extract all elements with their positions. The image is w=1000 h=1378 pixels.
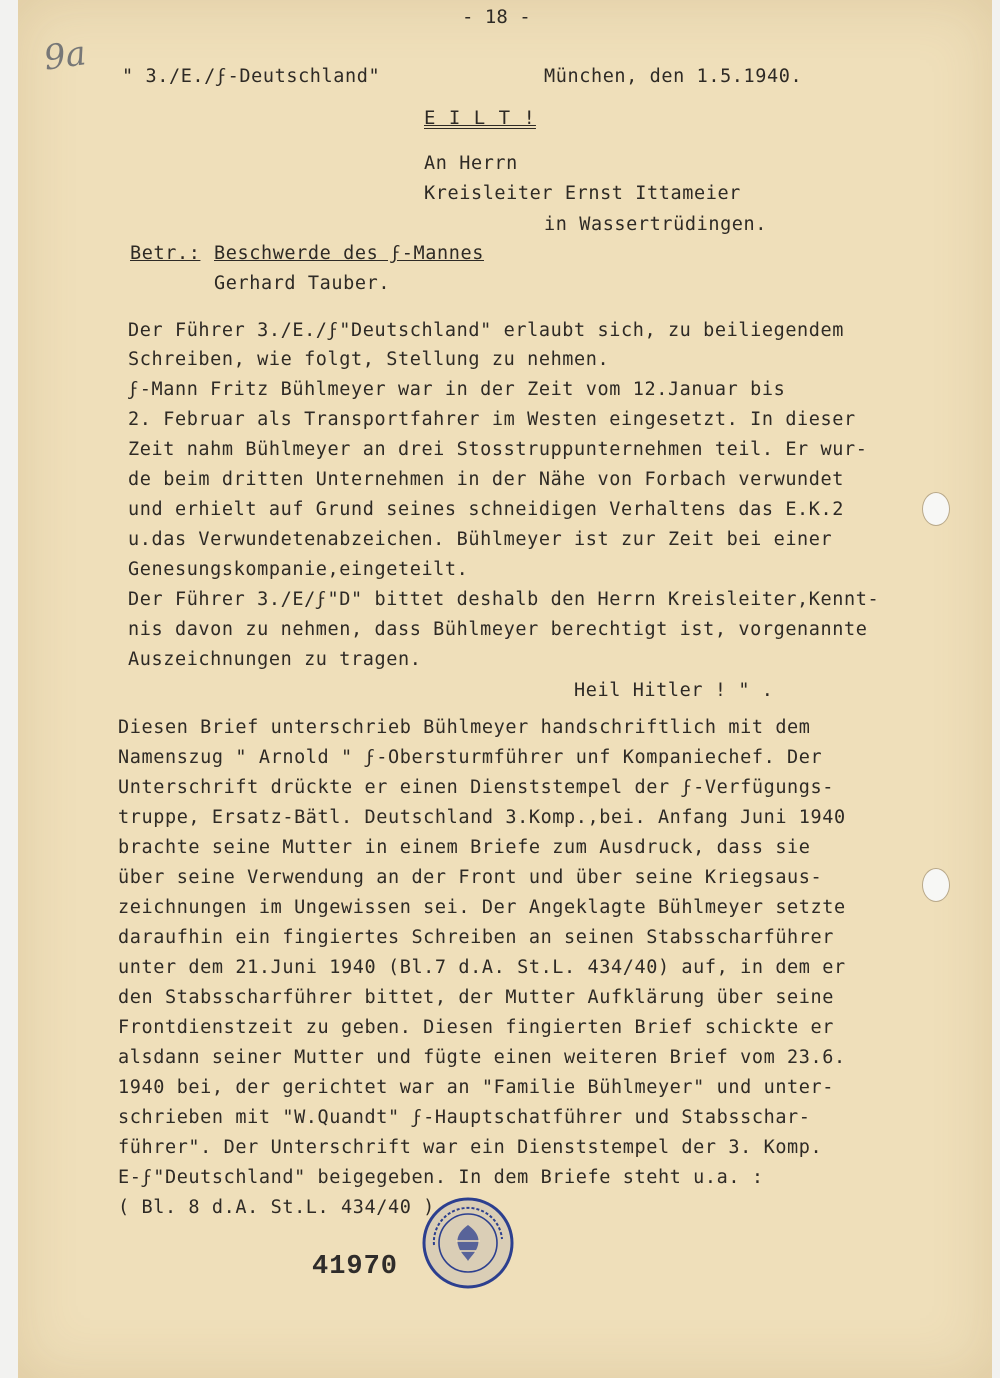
subject-line-1: Beschwerde des ϝ-Mannes — [214, 243, 484, 264]
body-line: zeichnungen im Ungewissen sei. Der Angeklagte Bühlmeyer setzte — [118, 897, 846, 918]
letter-line: u.das Verwundetenabzeichen. Bühlmeyer ist zur Zeit bei einer — [128, 529, 833, 550]
body-line: Namenszug " Arnold " ϝ-Obersturmführer unf Kompaniechef. Der — [118, 747, 823, 768]
body-line: führer". Der Unterschrift war ein Dienststempel der 3. Komp. — [118, 1137, 823, 1158]
body-line: alsdann seiner Mutter und fügte einen weiteren Brief vom 23.6. — [118, 1047, 846, 1068]
letter-line: de beim dritten Unternehmen in der Nähe von Forbach verwundet — [128, 469, 845, 490]
archive-number: 41970 — [312, 1252, 399, 1282]
body-line: unter dem 21.Juni 1940 (Bl.7 d.A. St.L. 434/40) auf, in dem er — [118, 957, 846, 978]
sender-unit: " 3./E./ϝ-Deutschland" — [122, 66, 381, 87]
body-line: Diesen Brief unterschrieb Bühlmeyer handschriftlich mit dem — [118, 717, 811, 738]
body-line: daraufhin ein fingiertes Schreiben an seinen Stabsscharführer — [118, 927, 835, 948]
margin-handwritten-note: 9a — [41, 33, 89, 79]
body-line: schrieben mit "W.Quandt" ϝ-Hauptschatführer und Stabsschar- — [118, 1107, 811, 1128]
archive-stamp-seal — [420, 1195, 516, 1291]
body-line: den Stabsscharführer bittet, der Mutter Aufklärung über seine — [118, 987, 835, 1008]
letter-line: nis davon zu nehmen, dass Bühlmeyer berechtigt ist, vorgenannte — [128, 619, 868, 640]
letter-line: Genesungskompanie,eingeteilt. — [128, 559, 469, 580]
letter-line: Der Führer 3./E/ϝ"D" bittet deshalb den Herrn Kreisleiter,Kennt- — [128, 589, 880, 610]
body-line: Frontdienstzeit zu geben. Diesen fingierten Brief schickte er — [118, 1017, 835, 1038]
body-line: truppe, Ersatz-Bätl. Deutschland 3.Komp.,bei. Anfang Juni 1940 — [118, 807, 846, 828]
letter-closing: Heil Hitler ! " . — [574, 680, 774, 701]
urgent-mark — [424, 107, 536, 129]
letter-line: 2. Februar als Transportfahrer im Westen eingesetzt. In dieser — [128, 409, 856, 430]
body-line: ( Bl. 8 d.A. St.L. 434/40 ) — [118, 1197, 435, 1218]
letter-line: Zeit nahm Bühlmeyer an drei Stosstruppunternehmen teil. Er wur- — [128, 439, 868, 460]
subject-line-2: Gerhard Tauber. — [214, 273, 391, 294]
letter-line: Auszeichnungen zu tragen. — [128, 649, 422, 670]
letter-line: Schreiben, wie folgt, Stellung zu nehmen. — [128, 349, 610, 370]
recipient-line-3: in Wassertrüdingen. — [544, 214, 768, 235]
subject-label: Betr.: — [130, 243, 201, 264]
recipient-line-2: Kreisleiter Ernst Ittameier — [424, 183, 741, 204]
body-line: brachte seine Mutter in einem Briefe zum Ausdruck, dass sie — [118, 837, 811, 858]
recipient-line-1: An Herrn — [424, 153, 518, 174]
punch-hole-bottom — [922, 868, 950, 902]
page-number: - 18 - — [462, 6, 531, 28]
body-line: 1940 bei, der gerichtet war an "Familie Bühlmeyer" und unter- — [118, 1077, 835, 1098]
punch-hole-top — [922, 492, 950, 526]
archive-stamp — [420, 1195, 516, 1291]
body-line: Unterschrift drückte er einen Dienststempel der ϝ-Verfügungs- — [118, 777, 835, 798]
urgent-text: E I L T ! — [424, 107, 536, 129]
letter-line: ϝ-Mann Fritz Bühlmeyer war in der Zeit vom 12.Januar bis — [128, 379, 786, 400]
letter-line: Der Führer 3./E./ϝ"Deutschland" erlaubt sich, zu beiliegendem — [128, 320, 845, 341]
body-line: über seine Verwendung an der Front und über seine Kriegsaus- — [118, 867, 823, 888]
body-line: E-ϝ"Deutschland" beigegeben. In dem Briefe steht u.a. : — [118, 1167, 764, 1188]
letter-date: München, den 1.5.1940. — [544, 66, 803, 87]
letter-line: und erhielt auf Grund seines schneidigen Verhaltens das E.K.2 — [128, 499, 845, 520]
